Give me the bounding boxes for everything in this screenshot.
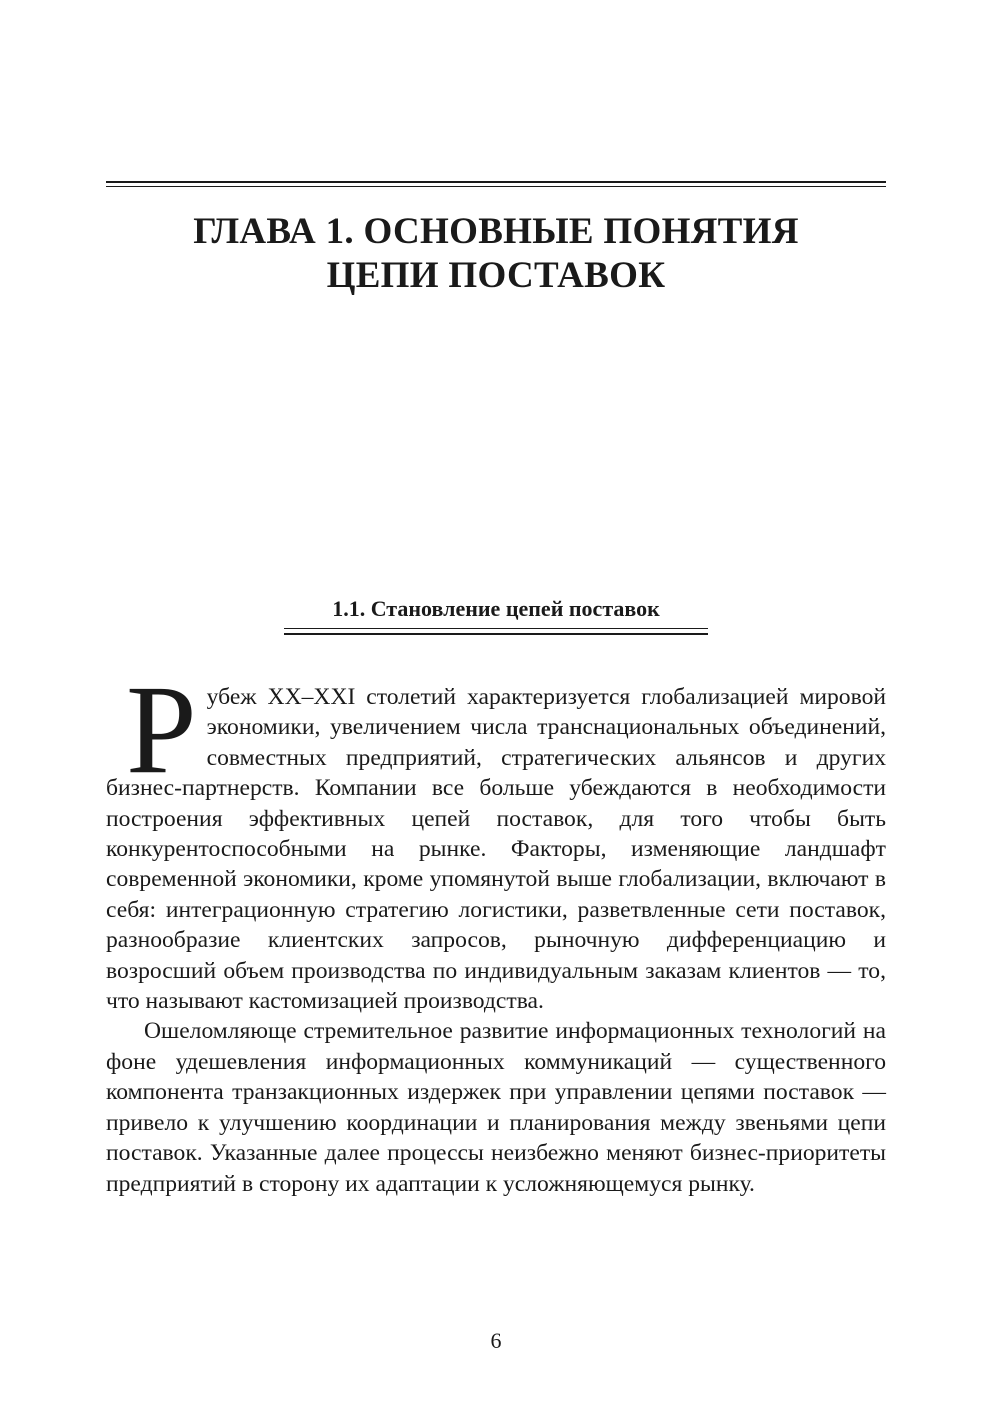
- chapter-title: [106, 210, 886, 298]
- section-rule-inner: [284, 633, 708, 635]
- paragraph-2: Ошеломляюще стремительное развитие информационных технологий на фоне удешевления информационных коммуникаций — существенного компонента транзакционных издержек при управлении цепями поставок — привело к улучшению координации и планирования между звеньями цепи поставок. Указанные далее процессы неизбежно меняют бизнес-приоритеты предприятий в сторону их адаптации к усложняющемуся рынку.: [106, 1018, 886, 1197]
- drop-cap: Р: [126, 660, 197, 800]
- chapter-top-rule-inner: [106, 186, 886, 187]
- chapter-title-line-1: ГЛАВА 1. ОСНОВНЫЕ ПОНЯТИЯ: [193, 211, 799, 252]
- paragraph-1: [106, 660, 886, 1016]
- chapter-title-line-2: ЦЕПИ ПОСТАВОК: [326, 255, 666, 296]
- page-number: 6: [490, 1328, 502, 1353]
- chapter-top-rule-outer: [106, 181, 886, 183]
- paragraph-1-text: убеж XX–XXI столетий характеризуется глобализацией мировой экономики, увеличением числа транснациональных объединений, совместных предприятий, стратегических альянсов и других бизнес-партнерств. Компании все больше убеждаются в необходимости построения эффективных цепей поставок, для того чтобы быть конкурентоспособными на рынке. Факторы, изменяющие ландшафт современной экономики, кроме упомянутой выше глобализации, включают в себя: интеграционную стратегию логистики, разветвленные сети поставок, разнообразие клиентских запросов, рыночную дифференциацию и возросший объем производства по индивидуальным заказам клиентов — то, что называют кастомизацией производства.: [106, 684, 886, 1015]
- section-rule-outer: [284, 628, 708, 629]
- section-title: 1.1. Становление цепей поставок: [332, 596, 660, 621]
- body-text: [106, 660, 886, 1199]
